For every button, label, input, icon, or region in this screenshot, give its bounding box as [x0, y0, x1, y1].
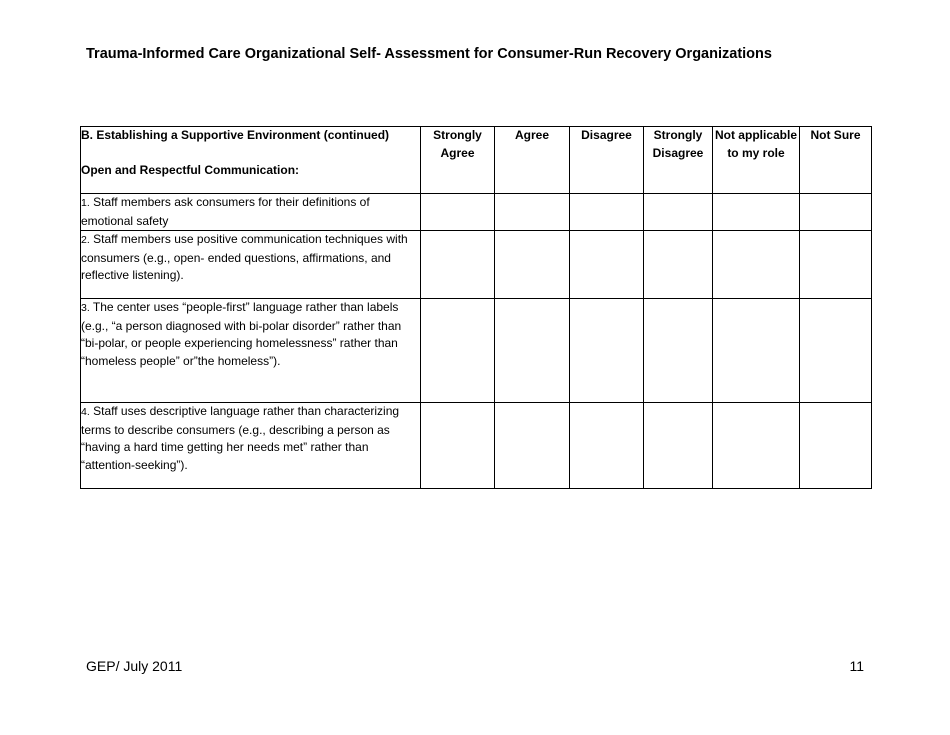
- rating-cell-not-sure[interactable]: [800, 194, 872, 231]
- item-statement: [81, 231, 421, 299]
- table-row: [81, 231, 872, 299]
- rating-cell-disagree[interactable]: [570, 403, 644, 489]
- column-header-strongly-disagree: Strongly Disagree: [644, 127, 713, 194]
- rating-cell-agree[interactable]: [495, 194, 570, 231]
- rating-cell-disagree[interactable]: [570, 194, 644, 231]
- page-number: 11: [849, 658, 864, 674]
- rating-cell-strongly-disagree[interactable]: [644, 231, 713, 299]
- item-number: 1.: [81, 197, 90, 209]
- rating-cell-strongly-disagree[interactable]: [644, 299, 713, 403]
- item-number: 2.: [81, 234, 90, 246]
- item-number: 4.: [81, 406, 90, 418]
- rating-cell-not-applicable[interactable]: [713, 403, 800, 489]
- assessment-table: [80, 126, 872, 489]
- rating-cell-strongly-agree[interactable]: [421, 299, 495, 403]
- table-row: [81, 299, 872, 403]
- rating-cell-not-applicable[interactable]: [713, 299, 800, 403]
- rating-cell-agree[interactable]: [495, 231, 570, 299]
- rating-cell-agree[interactable]: [495, 403, 570, 489]
- column-header-strongly-agree: Strongly Agree: [421, 127, 495, 194]
- rating-cell-not-sure[interactable]: [800, 299, 872, 403]
- rating-cell-disagree[interactable]: [570, 299, 644, 403]
- item-number: 3.: [81, 302, 90, 314]
- section-heading: B. Establishing a Supportive Environment (continued): [81, 128, 390, 142]
- item-text: Staff members ask consumers for their definitions of emotional safety: [81, 195, 370, 228]
- rating-cell-agree[interactable]: [495, 299, 570, 403]
- column-header-agree: Agree: [495, 127, 570, 194]
- rating-cell-not-applicable[interactable]: [713, 194, 800, 231]
- rating-cell-not-sure[interactable]: [800, 231, 872, 299]
- rating-cell-strongly-agree[interactable]: [421, 403, 495, 489]
- rating-cell-not-applicable[interactable]: [713, 231, 800, 299]
- footer-date: GEP/ July 2011: [86, 658, 183, 674]
- rating-cell-strongly-agree[interactable]: [421, 194, 495, 231]
- table-row: [81, 403, 872, 489]
- section-header-cell: [81, 127, 421, 194]
- document-title: Trauma-Informed Care Organizational Self- Assessment for Consumer-Run Recovery Organizations: [86, 46, 772, 62]
- rating-cell-disagree[interactable]: [570, 231, 644, 299]
- rating-cell-strongly-agree[interactable]: [421, 231, 495, 299]
- item-text: The center uses “people-first” language rather than labels (e.g., “a person diagnosed with bi-polar disorder” rather than “bi-polar, or people experiencing homelessness” rather than “homeless people” or”the homeless”).: [81, 300, 402, 368]
- subsection-heading: Open and Respectful Communication:: [81, 162, 300, 177]
- rating-cell-strongly-disagree[interactable]: [644, 194, 713, 231]
- column-header-not-applicable: Not applicable to my role: [713, 127, 800, 194]
- item-text: Staff members use positive communication techniques with consumers (e.g., open- ended questions, affirmations, and reflective listening).: [81, 232, 408, 282]
- table-row: [81, 194, 872, 231]
- item-statement: [81, 194, 421, 231]
- item-text: Staff uses descriptive language rather than characterizing terms to describe consumers (e.g., describing a person as “having a hard time getting her needs met” rather than “attention-seeking”).: [81, 404, 400, 472]
- item-statement: [81, 403, 421, 489]
- column-header-disagree: Disagree: [570, 127, 644, 194]
- column-header-not-sure: Not Sure: [800, 127, 872, 194]
- rating-cell-strongly-disagree[interactable]: [644, 403, 713, 489]
- item-statement: [81, 299, 421, 403]
- rating-cell-not-sure[interactable]: [800, 403, 872, 489]
- table-header-row: [81, 127, 872, 194]
